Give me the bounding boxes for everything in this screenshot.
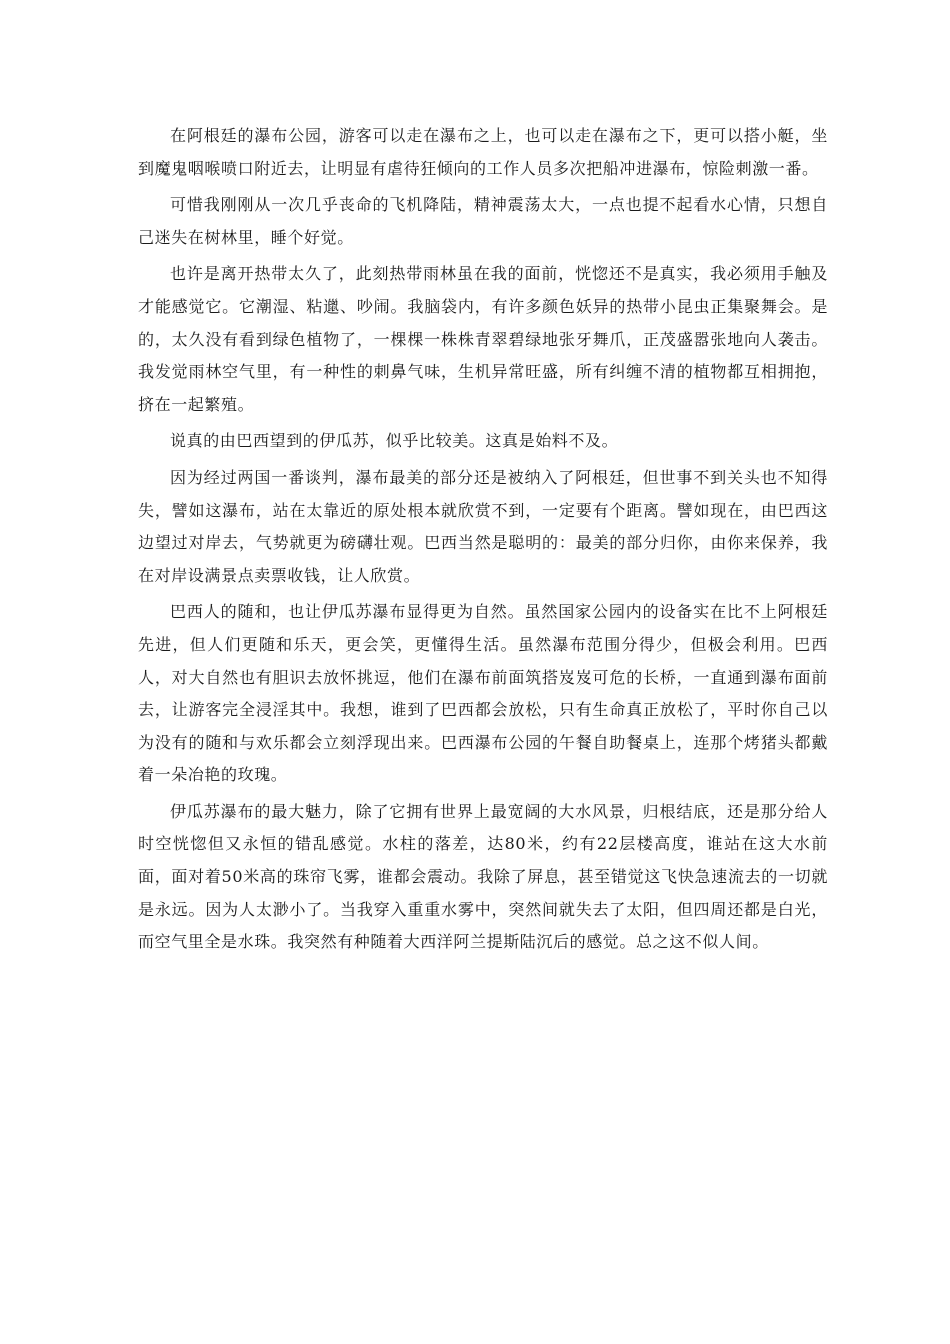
paragraph: 在阿根廷的瀑布公园，游客可以走在瀑布之上，也可以走在瀑布之下，更可以搭小艇，坐到魔鬼咽喉喷口附近去，让明显有虐待狂倾向的工作人员多次把船冲进瀑布，惊险刺激一番。 <box>138 126 828 178</box>
article-body <box>138 120 828 963</box>
paragraph: 因为经过两国一番谈判，瀑布最美的部分还是被纳入了阿根廷，但世事不到关头也不知得失，譬如这瀑布，站在太靠近的原处根本就欣赏不到，一定要有个距离。譬如现在，由巴西这边望过对岸去，气势就更为磅礴壮观。巴西当然是聪明的：最美的部分归你，由你来保养，我在对岸设满景点卖票收钱，让人欣赏。 <box>138 467 828 585</box>
paragraph: 伊瓜苏瀑布的最大魅力，除了它拥有世界上最宽阔的大水风景，归根结底，还是那分给人时空恍惚但又永恒的错乱感觉。水柱的落差，达80米，约有22层楼高度，谁站在这大水前面，面对着50米高的珠帘飞雾，谁都会震动。我除了屏息，甚至错觉这飞快急速流去的一切就是永远。因为人太渺小了。当我穿入重重水雾中，突然间就失去了太阳，但四周还都是白光，而空气里全是水珠。我突然有种随着大西洋阿兰提斯陆沉后的感觉。总之这不似人间。 <box>138 801 828 952</box>
paragraph: 巴西人的随和，也让伊瓜苏瀑布显得更为自然。虽然国家公园内的设备实在比不上阿根廷先进，但人们更随和乐天，更会笑，更懂得生活。虽然瀑布范围分得少，但极会利用。巴西人，对大自然也有胆识去放怀挑逗，他们在瀑布前面筑搭岌岌可危的长桥，一直通到瀑布面前去，让游客完全浸淫其中。我想，谁到了巴西都会放松，只有生命真正放松了，平时你自己以为没有的随和与欢乐都会立刻浮现出来。巴西瀑布公园的午餐自助餐桌上，连那个烤猪头都戴着一朵冶艳的玫瑰。 <box>138 602 828 785</box>
paragraph: 也许是离开热带太久了，此刻热带雨林虽在我的面前，恍惚还不是真实，我必须用手触及才能感觉它。它潮湿、粘邋、吵闹。我脑袋内，有许多颜色妖异的热带小昆虫正集聚舞会。是的，太久没有看到绿色植物了，一棵棵一株株青翠碧绿地张牙舞爪，正茂盛嚣张地向人袭击。我发觉雨林空气里，有一种性的刺鼻气味，生机异常旺盛，所有纠缠不清的植物都互相拥抱，挤在一起繁殖。 <box>138 264 828 414</box>
paragraph: 说真的由巴西望到的伊瓜苏，似乎比较美。这真是始料不及。 <box>170 431 619 451</box>
paragraph: 可惜我刚刚从一次几乎丧命的飞机降陆，精神震荡太大，一点也提不起看水心情，只想自己迷失在树林里，睡个好觉。 <box>138 195 828 247</box>
